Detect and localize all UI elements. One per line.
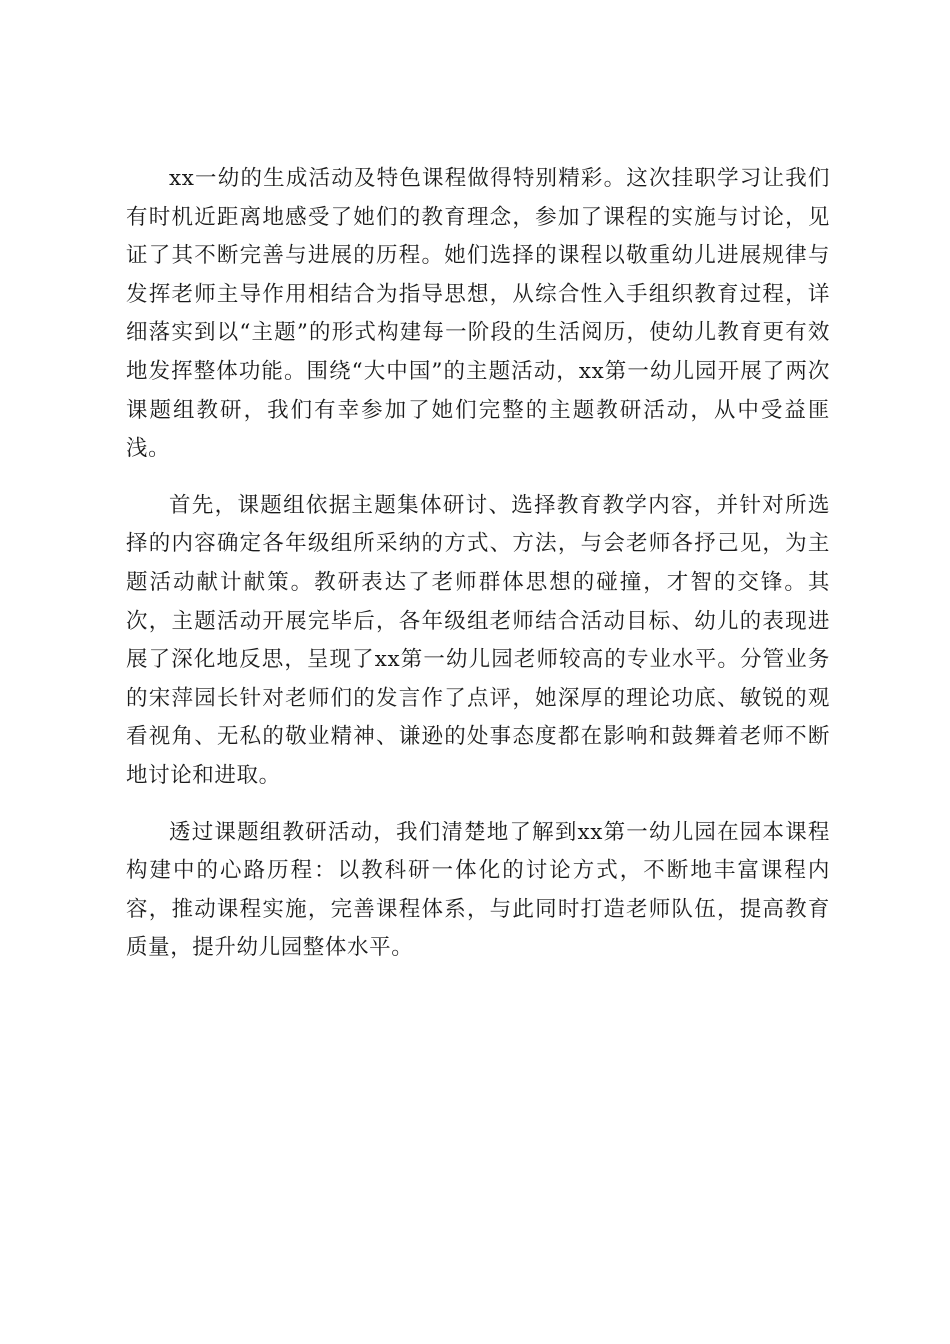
paragraph-1: xx一幼的生成活动及特色课程做得特别精彩。这次挂职学习让我们有时机近距离地感受了她们的教育理念，参加了课程的实施与讨论，见证了其不断完善与进展的历程。她们选择的课程以敬重幼儿进展规律与发挥老师主导作用相结合为指导思想，从综合性入手组织教育过程，详细落实到以“主题”的形式构建每一阶段的生活阅历，使幼儿教育更有效地发挥整体功能。围绕“大中国”的主题活动，xx第一幼儿园开展了两次课题组教研，我们有幸参加了她们完整的主题教研活动，从中受益匪浅。 <box>126 166 830 462</box>
paragraph-3: 透过课题组教研活动，我们清楚地了解到xx第一幼儿园在园本课程构建中的心路历程：以教科研一体化的讨论方式，不断地丰富课程内容，推动课程实施，完善课程体系，与此同时打造老师队伍，提高教育质量，提升幼儿园整体水平。 <box>126 819 830 961</box>
paragraph-2: 首先，课题组依据主题集体研讨、选择教育教学内容，并针对所选择的内容确定各年级组所采纳的方式、方法，与会老师各抒己见，为主题活动献计献策。教研表达了老师群体思想的碰撞，才智的交锋。其次，主题活动开展完毕后，各年级组老师结合活动目标、幼儿的表现进展了深化地反思，呈现了xx第一幼儿园老师较高的专业水平。分管业务的宋萍园长针对老师们的发言作了点评，她深厚的理论功底、敏锐的观看视角、无私的敬业精神、谦逊的处事态度都在影响和鼓舞着老师不断地讨论和进取。 <box>126 492 830 788</box>
document-body <box>126 160 830 968</box>
